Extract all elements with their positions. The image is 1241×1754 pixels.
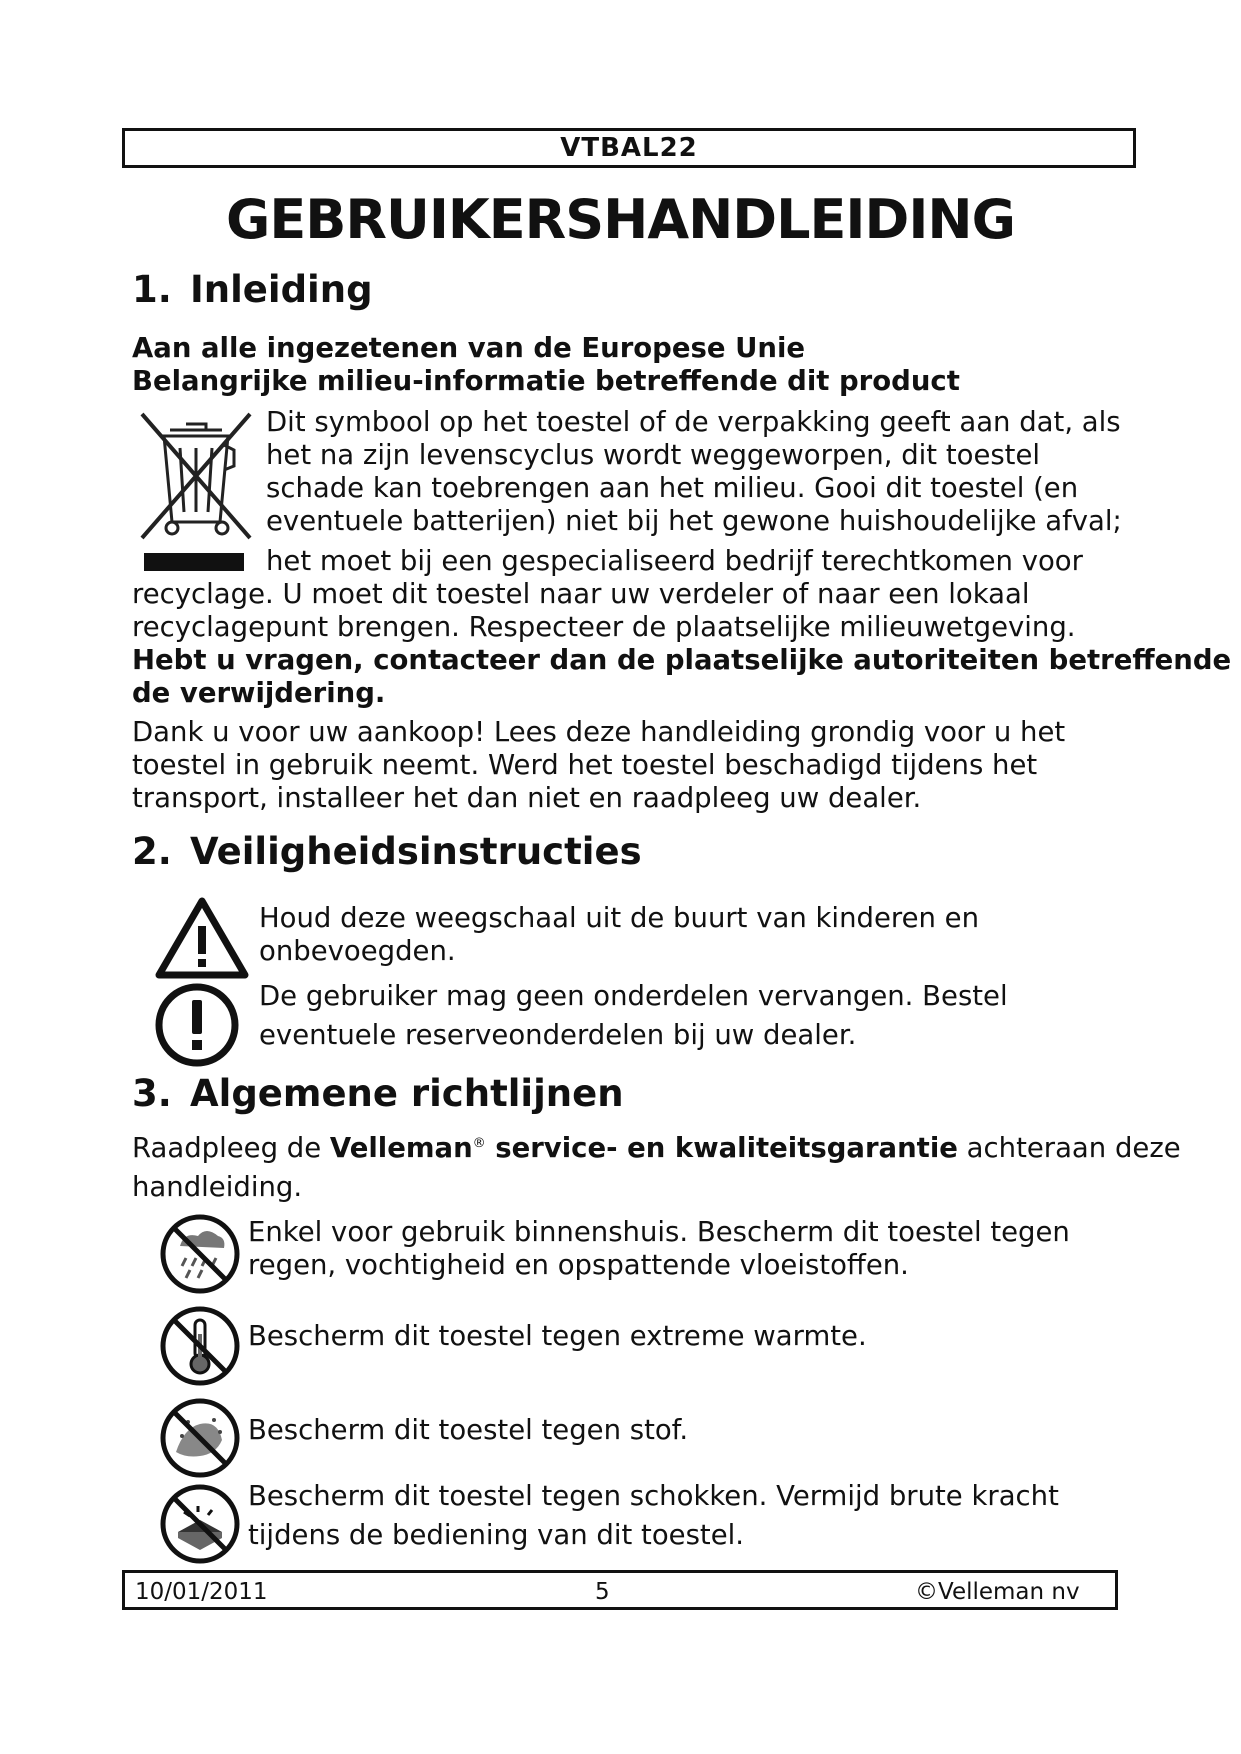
heat-protection-text: Bescherm dit toestel tegen extreme warmte. xyxy=(248,1320,867,1352)
page-number: 5 xyxy=(595,1579,610,1605)
environment-info-line: Belangrijke milieu-informatie betreffende dit product xyxy=(132,365,960,397)
section-heading-veiligheid: 2. Veiligheidsinstructies xyxy=(132,830,642,873)
section-heading-inleiding: 1. Inleiding xyxy=(132,268,373,311)
thanks-paragraph: Dank u voor uw aankoop! Lees deze handleiding grondig voor u het toestel in gebruik neemt. Werd het toestel beschadigd tijdens het transport, installeer het dan niet en raadpleeg uw dealer. xyxy=(132,716,1066,814)
section-heading-algemeen: 3. Algemene richtlijnen xyxy=(132,1072,624,1115)
weee-paragraph-full: recyclage. U moet dit toestel naar uw verdeler of naar een lokaal recyclagepunt brengen. Respecteer de plaatselijke milieuwetgeving. xyxy=(132,578,1076,643)
eu-residents-line: Aan alle ingezetenen van de Europese Unie xyxy=(132,332,806,364)
warranty-reference: Raadpleeg de Velleman® service- en kwaliteitsgarantie achteraan deze handleiding. xyxy=(132,1132,1181,1203)
no-rain-icon xyxy=(158,1212,242,1296)
contact-authorities-note: Hebt u vragen, contacteer dan de plaatselijke autoriteiten betreffende de verwijdering. xyxy=(132,644,1232,709)
children-warning-text: Houd deze weegschaal uit de buurt van kinderen en onbevoegden. xyxy=(259,902,980,967)
page-title: GEBRUIKERSHANDLEIDING xyxy=(226,188,1015,251)
no-dust-icon xyxy=(158,1396,242,1480)
shock-protection-text: Bescherm dit toestel tegen schokken. Vermijd brute kracht tijdens de bediening van dit toestel. xyxy=(248,1480,1059,1551)
exclamation-circle-icon xyxy=(154,982,240,1068)
weee-paragraph-wrapped: Dit symbool op het toestel of de verpakking geeft aan dat, als het na zijn levenscyclus wordt weggeworpen, dit toestel schade kan toebrengen aan het milieu. Gooi dit toestel (en eventuele batterijen) niet bij het gewone huishoudelijke afval; het moet bij een gespecialiseerd bedrijf terechtkomen voor xyxy=(266,406,1122,577)
footer-date: 10/01/2011 xyxy=(135,1579,268,1605)
no-shock-icon xyxy=(158,1482,242,1566)
page-footer xyxy=(122,1570,1118,1610)
model-header xyxy=(122,128,1136,168)
crossed-bin-icon xyxy=(136,408,256,578)
dust-protection-text: Bescherm dit toestel tegen stof. xyxy=(248,1414,689,1446)
footer-copyright: ©Velleman nv xyxy=(915,1579,1080,1605)
indoor-use-text: Enkel voor gebruik binnenshuis. Bescherm dit toestel tegen regen, vochtigheid en opspattende vloeistoffen. xyxy=(248,1216,1070,1281)
warning-triangle-icon xyxy=(154,896,250,980)
parts-replacement-text: De gebruiker mag geen onderdelen vervangen. Bestel eventuele reserveonderdelen bij uw dealer. xyxy=(259,980,1008,1051)
model-number: VTBAL22 xyxy=(560,133,698,163)
no-heat-icon xyxy=(158,1304,242,1388)
